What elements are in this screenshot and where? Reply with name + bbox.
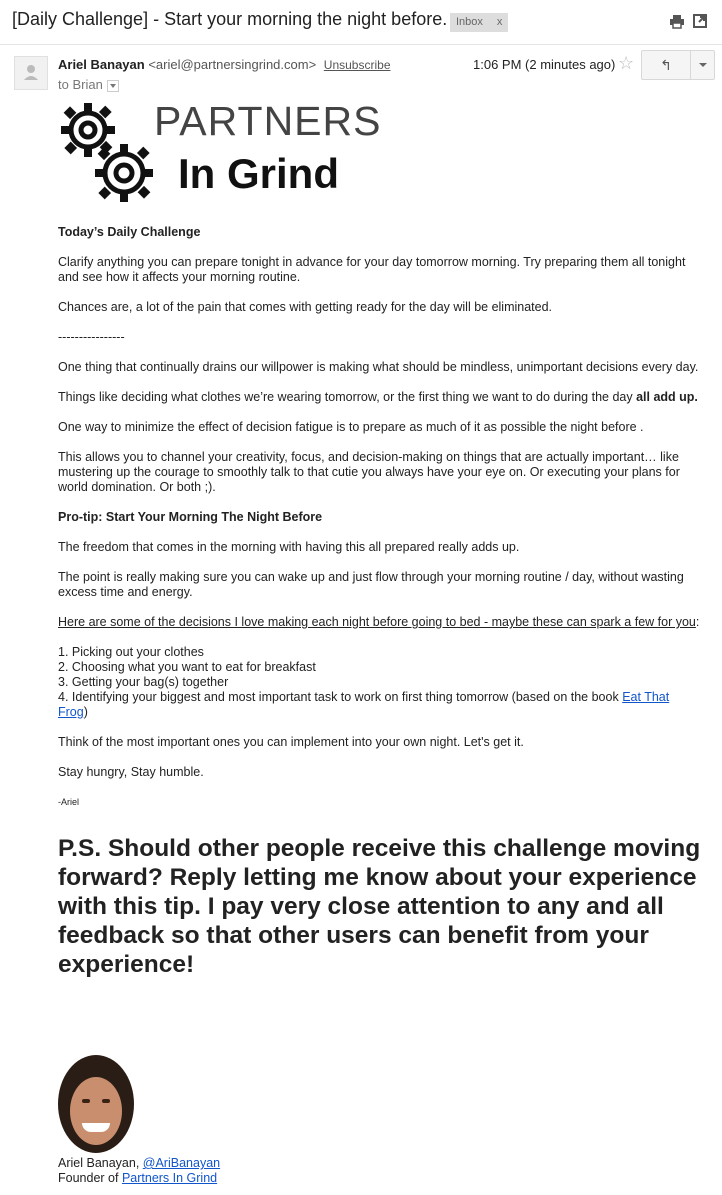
paragraph: Stay hungry, Stay humble.	[58, 765, 204, 779]
paragraph	[58, 390, 700, 405]
star-icon[interactable]: ☆	[618, 53, 635, 73]
more-options-button[interactable]	[691, 51, 714, 79]
reply-icon: ↰	[660, 57, 672, 73]
paragraph: One way to minimize the effect of decision fatigue is to prepare as much of it as possible the night before .	[58, 420, 644, 434]
unsubscribe-link[interactable]: Unsubscribe	[323, 58, 391, 72]
reply-button-group	[641, 50, 715, 80]
recipient-line	[58, 77, 119, 92]
email-body	[58, 225, 700, 979]
list-item: 1. Picking out your clothes	[58, 645, 204, 659]
sender-avatar	[14, 56, 48, 90]
list-item-end: )	[83, 705, 88, 719]
list-item: 3. Getting your bag(s) together	[58, 675, 229, 689]
inbox-label[interactable]	[450, 13, 508, 32]
author-photo	[58, 1055, 134, 1153]
paragraph: This allows you to channel your creativity, focus, and decision-making on things that are actually important… like mustering up the courage to smoothly talk to that cutie you always have your eye on. Or executing your plans for world domination. Or both ;).	[58, 450, 680, 494]
underlined-text: Here are some of the decisions I love making each night before going to bed - maybe these can spark a few for you	[58, 615, 696, 629]
list-item: 2. Choosing what you want to eat for breakfast	[58, 660, 316, 674]
eye-shape	[82, 1099, 90, 1103]
paragraph	[58, 615, 700, 630]
twitter-handle-link[interactable]: @AriBanayan	[142, 1156, 221, 1170]
person-icon	[15, 57, 47, 89]
signature-name-line	[58, 1156, 220, 1171]
paragraph-text: Things like deciding what clothes we’re wearing tomorrow, or the first thing we want to do during the day	[58, 390, 637, 404]
company-link[interactable]: Partners In Grind	[121, 1171, 218, 1185]
paragraph: The freedom that comes in the morning with having this all prepared really adds up.	[58, 540, 520, 554]
logo-line1: PARTNERS	[154, 98, 382, 144]
colon-text: :	[695, 615, 700, 629]
paragraph: The point is really making sure you can wake up and just flow through your morning routine / day, without wasting excess time and energy.	[58, 570, 684, 599]
challenge-heading: Today’s Daily Challenge	[58, 225, 201, 239]
email-timestamp: 1:06 PM (2 minutes ago)	[473, 57, 616, 72]
signature-title: Founder of	[58, 1171, 122, 1185]
subject-bar	[0, 0, 722, 45]
paragraph: Think of the most important ones you can implement into your own night. Let's get it.	[58, 735, 524, 749]
sender-name[interactable]: Ariel Banayan	[58, 57, 145, 72]
signature-block	[58, 1156, 220, 1186]
email-subject: [Daily Challenge] - Start your morning the night before.	[12, 9, 448, 29]
print-icon[interactable]	[669, 13, 685, 29]
face-shape	[70, 1077, 122, 1145]
popout-icon[interactable]	[692, 13, 708, 29]
divider-text: ----------------	[58, 330, 125, 344]
recipient-text: to Brian	[58, 77, 103, 92]
ps-message: P.S. Should other people receive this challenge moving forward? Reply letting me know about your experience with this tip. I pay very close attention to any and all feedback so that other users can benefit from your experience!	[58, 835, 701, 978]
gears-icon	[56, 98, 166, 210]
list-item-text: 4. Identifying your biggest and most important task to work on first thing tomorrow (based on the book	[58, 690, 623, 704]
eye-shape	[102, 1099, 110, 1103]
signature-title-line	[58, 1171, 220, 1186]
paragraph: Chances are, a lot of the pain that comes with getting ready for the day will be eliminated.	[58, 300, 553, 314]
sender-email: <ariel@partnersingrind.com>	[148, 57, 317, 72]
paragraph: Clarify anything you can prepare tonight in advance for your day tomorrow morning. Try preparing them all tonight and see how it affects your morning routine.	[58, 255, 686, 284]
sender-line	[58, 57, 391, 72]
signature-name: Ariel Banayan,	[58, 1156, 143, 1170]
reply-button[interactable]	[642, 51, 691, 79]
logo-line2: In Grind	[178, 150, 339, 197]
remove-label-button[interactable]: x	[496, 16, 503, 28]
paragraph: One thing that continually drains our willpower is making what should be mindless, unimportant decisions every day.	[58, 360, 699, 374]
show-details-icon[interactable]	[107, 80, 119, 92]
eat-that-frog-link[interactable]: Eat That Frog	[58, 690, 670, 719]
protip-heading: Pro-tip: Start Your Morning The Night Before	[58, 510, 323, 524]
paragraph-emphasis: all add up.	[636, 390, 698, 404]
inbox-label-text: Inbox	[456, 16, 483, 28]
decision-list	[58, 645, 700, 720]
short-signature: -Ariel	[58, 797, 80, 807]
partners-in-grind-logo	[56, 98, 382, 210]
list-item	[58, 690, 700, 720]
